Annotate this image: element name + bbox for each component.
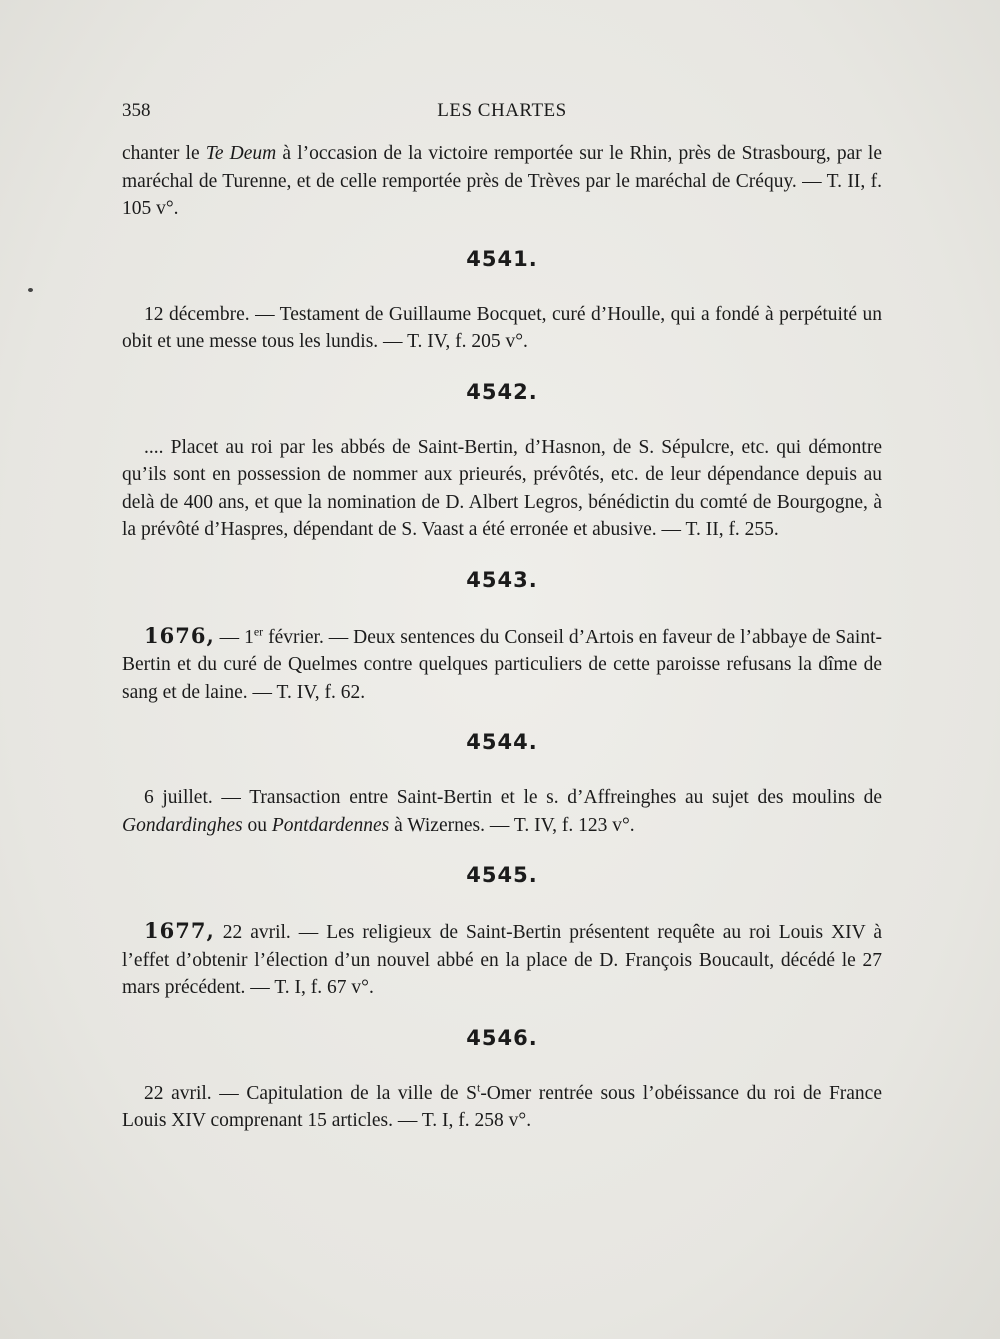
entry-text-4542: .... Placet au roi par les abbés de Saint-Bertin, d’Hasnon, de S. Sépulcre, etc. qui démontre qu’ils sont en possession de nommer aux prieurés, prévôtés, etc. de leur dépendance depuis au delà de 400 ans, et que la nomination de D. Albert Legros, bénédictin du comté de Bourgogne, à la prévôté d’Haspres, dépendant de S. Vaast a été erronée et abusive. — T. II, f. 255. [122,436,882,540]
entry-text-4543 [122,622,882,707]
page-header [122,98,882,128]
entry-text-4544 [122,784,882,839]
page-number: 358 [122,100,151,121]
entry-superscript-t: t [476,1080,481,1094]
entry-year-1676: 1676, [144,622,215,648]
intro-text-start: chanter le [122,143,206,164]
entry-superscript-er: er [253,624,264,638]
entry-text-4544-start: 6 juillet. — Transaction entre Saint-Bertin et le s. d’Affreinghes au sujet des moulins de [144,787,882,808]
entry-text-4545 [122,917,882,1002]
entry-number-4542: 4542. [466,379,538,404]
italic-pontdardennes: Pontdardennes [271,814,390,836]
entry-number-4541: 4541. [466,246,538,271]
intro-italic: Te Deum [205,143,277,164]
entry-text-4546-body: -Omer rentrée sous l’obéissance du roi de France Louis XIV comprenant 15 articles. — T. I, f. 258 v°. [122,1082,882,1131]
entry-text-4544-mid: ou [242,814,272,836]
entry-number-4545: 4545. [466,863,538,887]
entry-number-4544: 4544. [466,730,538,754]
italic-gondardinghes: Gondardinghes [122,814,243,836]
entry-year-1677: 1677, [144,918,215,943]
page-body [122,140,882,1135]
entry-text-4541: 12 décembre. — Testament de Guillaume Bocquet, curé d’Houlle, qui a fondé à perpétuité un obit et une messe tous les lundis. — T. IV, f. 205 v°. [122,303,882,352]
entry-number-4543: 4543. [466,567,538,592]
entry-text-4544-end: à Wizernes. — T. IV, f. 123 v°. [389,814,635,836]
entry-text-4546 [122,1080,882,1135]
intro-text-end: à l’occasion de la victoire remportée sur le Rhin, près de Strasbourg, par le maréchal de Turenne, et de celle remportée près de Trèves par le maréchal de Créquy. — T. II, f. 105 v°. [122,143,882,219]
ink-speck [28,288,33,292]
entry-text-4543-start: — 1 [214,626,254,648]
running-title: LES CHARTES [437,100,567,121]
entry-text-4543-body: février. — Deux sentences du Conseil d’Artois en faveur de l’abbaye de Saint-Bertin et du curé de Quelmes contre quelques particuliers de cette paroisse refusans la dîme de sang et de laine. — T. IV, f. 62. [122,626,883,703]
intro-paragraph [122,140,882,223]
entry-text-4545-body: 22 avril. — Les religieux de Saint-Bertin présentent requête au roi Louis XIV à l’effet d’obtenir l’élection d’un nouvel abbé en la place de D. François Boucault, décédé le 27 mars précédent. — T. I, f. 67 v°. [122,922,882,998]
entry-text-4546-start: 22 avril. — Capitulation de la ville de S [144,1082,477,1104]
entry-number-4546: 4546. [466,1025,538,1050]
